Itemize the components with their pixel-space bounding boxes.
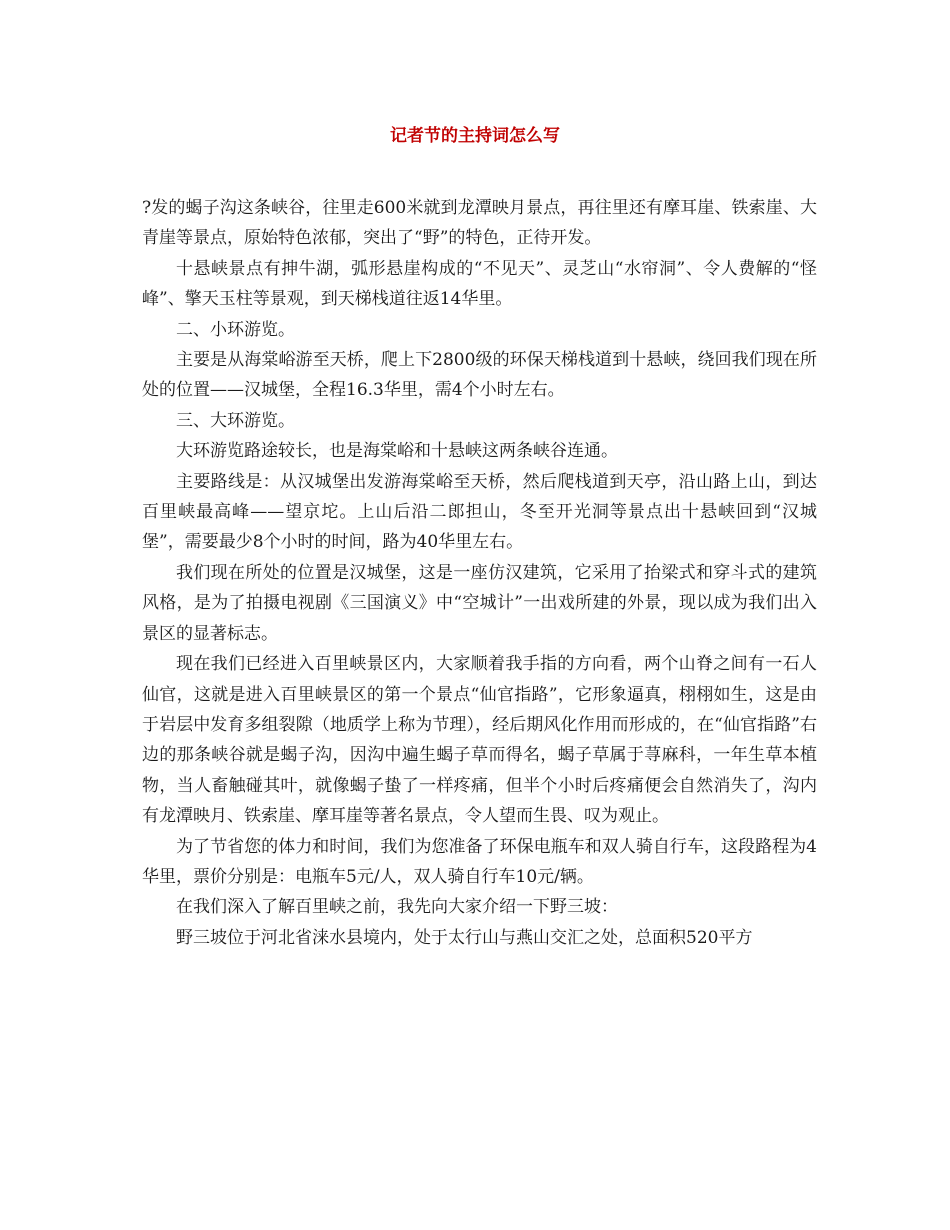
paragraph: 十悬峡景点有抻牛湖，弧形悬崖构成的“不见天”、灵芝山“水帘洞”、令人费解的“怪峰”、擎天玉柱等景观，到天梯栈道往返14华里。: [142, 258, 817, 310]
paragraph: ?发的蝎子沟这条峡谷，往里走600米就到龙潭映月景点，再往里还有摩耳崖、铁索崖、大青崖等景点，原始特色浓郁，突出了“野”的特色，正待开发。: [142, 198, 817, 249]
paragraph: 我们现在所处的位置是汉城堡，这是一座仿汉建筑，它采用了抬梁式和穿斗式的建筑风格，是为了拍摄电视剧《三国演义》中“空城计”一出戏所建的外景，现以成为我们出入景区的显著标志。: [142, 562, 817, 644]
paragraph: 主要是从海棠峪游至天桥，爬上下2800级的环保天梯栈道到十悬峡，绕回我们现在所处的位置——汉城堡，全程16.3华里，需4个小时左右。: [142, 350, 817, 401]
paragraph: 主要路线是：从汉城堡出发游海棠峪至天桥，然后爬栈道到天亭，沿山路上山，到达百里峡最高峰——望京坨。上山后沿二郎担山，冬至开光洞等景点出十悬峡回到“汉城堡”，需要最少8个小时的时间，路为40华里左右。: [142, 471, 817, 553]
section-heading: 二、小环游览。: [176, 319, 295, 340]
paragraph: 野三坡位于河北省涞水县境内，处于太行山与燕山交汇之处，总面积520平方: [176, 927, 753, 948]
paragraph: 为了节省您的体力和时间，我们为您准备了环保电瓶车和双人骑自行车，这段路程为4华里，票价分别是：电瓶车5元/人，双人骑自行车10元/辆。: [142, 836, 817, 887]
section-heading: 三、大环游览。: [176, 410, 295, 431]
document-body: [142, 193, 817, 953]
paragraph: 大环游览路途较长，也是海棠峪和十悬峡这两条峡谷连通。: [176, 441, 618, 462]
paragraph: 在我们深入了解百里峡之前，我先向大家介绍一下野三坡：: [176, 897, 618, 918]
document-title: 记者节的主持词怎么写: [390, 126, 560, 146]
paragraph: 现在我们已经进入百里峡景区内，大家顺着我手指的方向看，两个山脊之间有一石人仙官，这就是进入百里峡景区的第一个景点“仙官指路”，它形象逼真，栩栩如生，这是由于岩层中发育多组裂隙（地质学上称为节理），经后期风化作用而形成的，在“仙官指路”右边的那条峡谷就是蝎子沟，因沟中遍生蝎子草而得名，蝎子草属于荨麻科，一年生草本植物，当人畜触碰其叶，就像蝎子蛰了一样疼痛，但半个小时后疼痛便会自然消失了，沟内有龙潭映月、铁索崖、摩耳崖等著名景点，令人望而生畏、叹为观止。: [142, 654, 817, 827]
